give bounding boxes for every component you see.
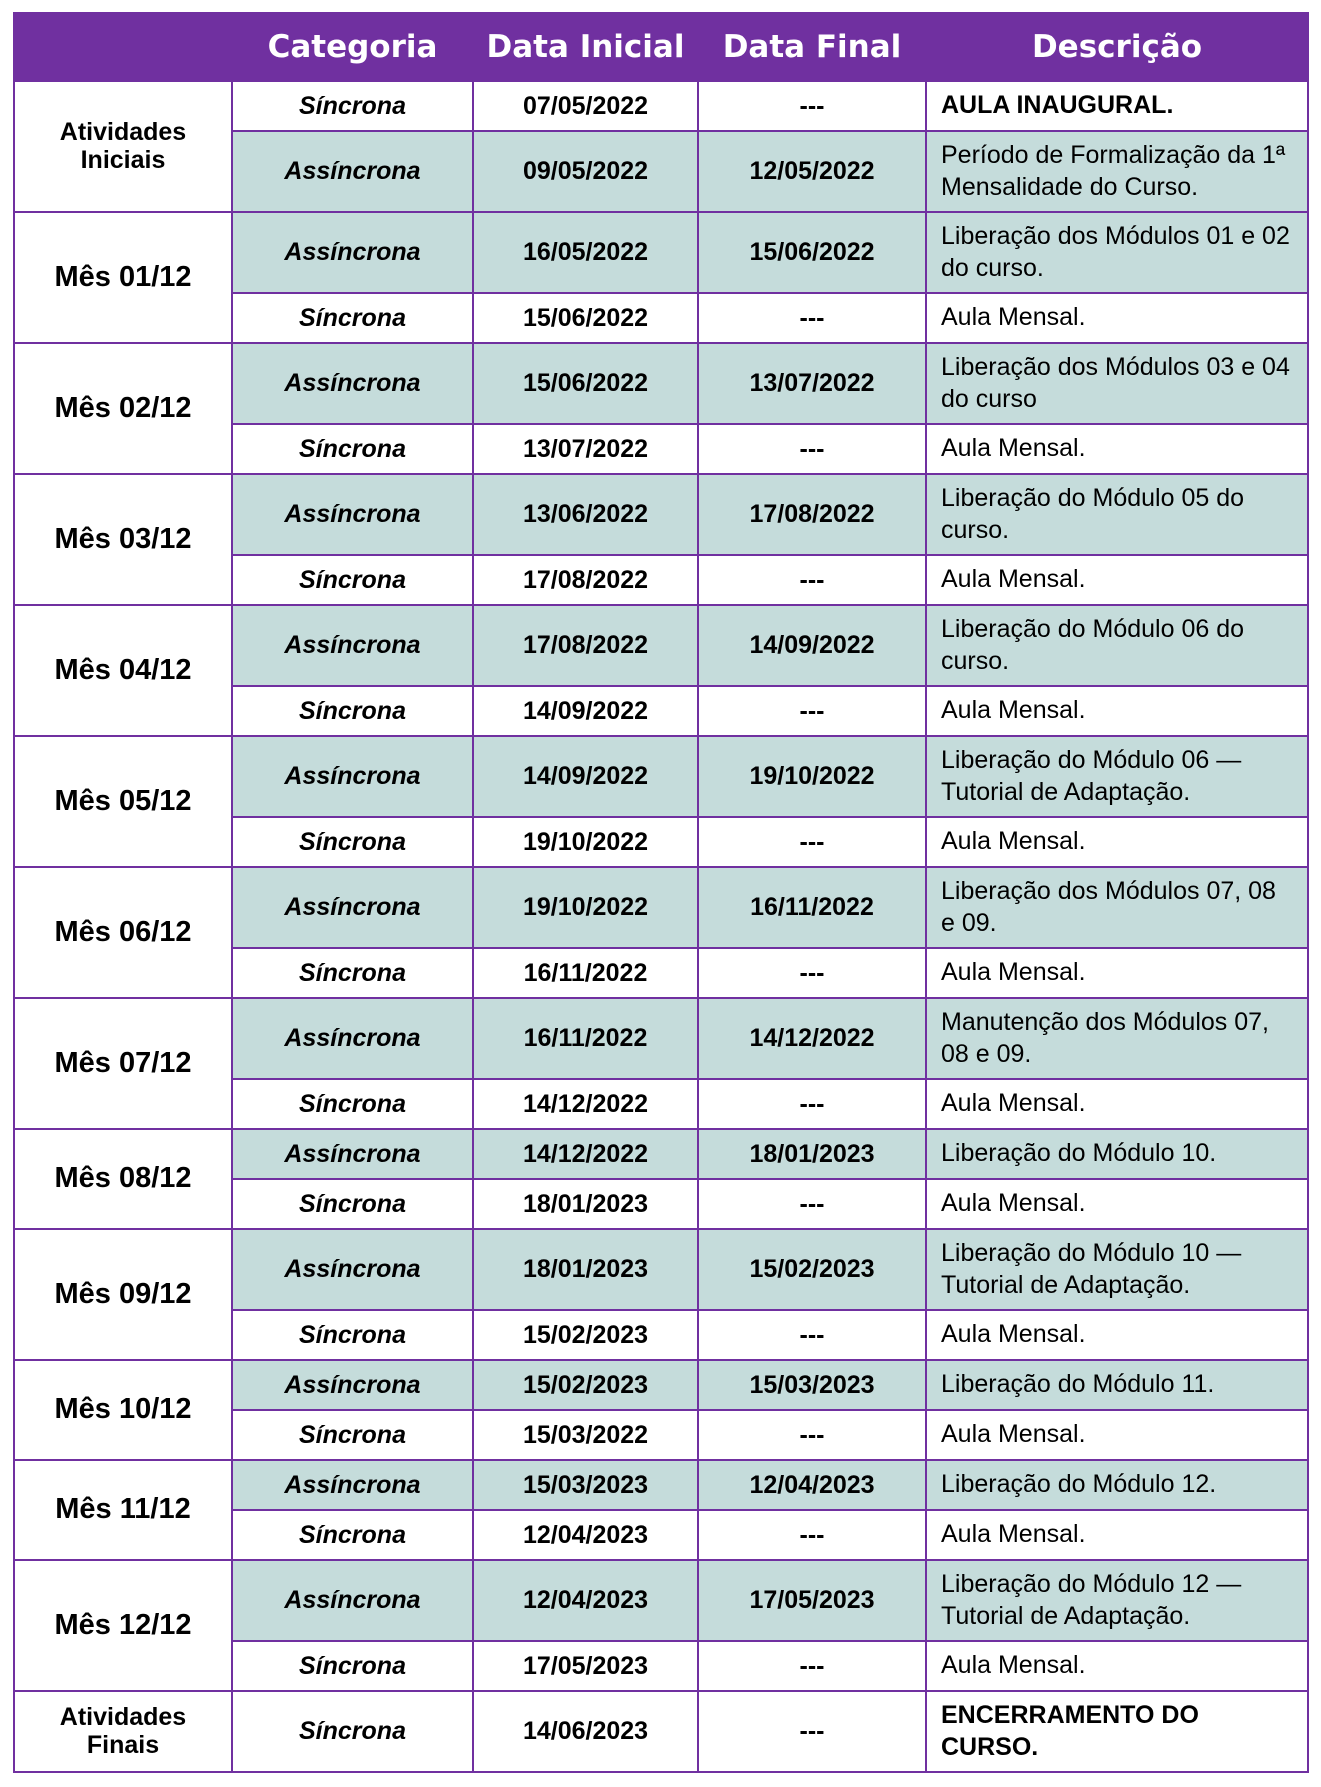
- table-row: [14, 1460, 1308, 1510]
- table-row: [14, 212, 1308, 293]
- end-date-cell: 15/03/2023: [698, 1360, 926, 1410]
- start-date-cell: 15/02/2023: [473, 1310, 698, 1360]
- period-cell: Mês 07/12: [14, 998, 232, 1129]
- category-cell: Síncrona: [232, 686, 473, 736]
- description-cell: Liberação dos Módulos 01 e 02 do curso.: [926, 212, 1308, 293]
- end-date-cell: ---: [698, 424, 926, 474]
- end-date-cell: 19/10/2022: [698, 736, 926, 817]
- table-row: [14, 343, 1308, 424]
- category-cell: Assíncrona: [232, 1560, 473, 1641]
- start-date-cell: 13/07/2022: [473, 424, 698, 474]
- period-cell: Mês 09/12: [14, 1229, 232, 1360]
- end-date-cell: 17/05/2023: [698, 1560, 926, 1641]
- description-cell: Liberação do Módulo 11.: [926, 1360, 1308, 1410]
- end-date-cell: 12/05/2022: [698, 131, 926, 212]
- category-cell: Assíncrona: [232, 131, 473, 212]
- category-cell: Assíncrona: [232, 343, 473, 424]
- start-date-cell: 14/12/2022: [473, 1079, 698, 1129]
- category-cell: Assíncrona: [232, 212, 473, 293]
- description-cell: Liberação do Módulo 06 — Tutorial de Adaptação.: [926, 736, 1308, 817]
- table-row: [14, 1229, 1308, 1310]
- end-date-cell: 16/11/2022: [698, 867, 926, 948]
- period-cell: Mês 03/12: [14, 474, 232, 605]
- end-date-cell: ---: [698, 555, 926, 605]
- description-cell: Aula Mensal.: [926, 1510, 1308, 1560]
- description-cell: Liberação do Módulo 12.: [926, 1460, 1308, 1510]
- description-cell: Aula Mensal.: [926, 1310, 1308, 1360]
- end-date-cell: 18/01/2023: [698, 1129, 926, 1179]
- end-date-cell: 15/02/2023: [698, 1229, 926, 1310]
- description-cell: Liberação do Módulo 10.: [926, 1129, 1308, 1179]
- table-row: [14, 1129, 1308, 1179]
- start-date-cell: 12/04/2023: [473, 1510, 698, 1560]
- description-cell: Liberação do Módulo 06 do curso.: [926, 605, 1308, 686]
- category-cell: Síncrona: [232, 555, 473, 605]
- start-date-cell: 15/02/2023: [473, 1360, 698, 1410]
- description-cell: Liberação dos Módulos 07, 08 e 09.: [926, 867, 1308, 948]
- start-date-cell: 15/03/2023: [473, 1460, 698, 1510]
- description-cell: Período de Formalização da 1ª Mensalidade do Curso.: [926, 131, 1308, 212]
- period-cell: Mês 01/12: [14, 212, 232, 343]
- start-date-cell: 19/10/2022: [473, 867, 698, 948]
- category-cell: Síncrona: [232, 1410, 473, 1460]
- schedule-table: [13, 12, 1309, 1773]
- end-date-cell: ---: [698, 1410, 926, 1460]
- end-date-cell: 17/08/2022: [698, 474, 926, 555]
- description-cell: ENCERRAMENTO DO CURSO.: [926, 1691, 1308, 1772]
- start-date-cell: 18/01/2023: [473, 1179, 698, 1229]
- category-cell: Assíncrona: [232, 605, 473, 686]
- period-cell: Atividades Finais: [14, 1691, 232, 1772]
- start-date-cell: 14/12/2022: [473, 1129, 698, 1179]
- end-date-cell: ---: [698, 948, 926, 998]
- category-cell: Síncrona: [232, 293, 473, 343]
- category-cell: Síncrona: [232, 817, 473, 867]
- period-cell: Atividades Iniciais: [14, 81, 232, 212]
- category-cell: Síncrona: [232, 1510, 473, 1560]
- end-date-cell: 13/07/2022: [698, 343, 926, 424]
- table-row: [14, 1360, 1308, 1410]
- description-cell: Aula Mensal.: [926, 1079, 1308, 1129]
- description-cell: Aula Mensal.: [926, 555, 1308, 605]
- start-date-cell: 14/09/2022: [473, 736, 698, 817]
- end-date-cell: ---: [698, 1641, 926, 1691]
- table-row: [14, 1691, 1308, 1772]
- header-period: [14, 13, 232, 81]
- category-cell: Síncrona: [232, 1641, 473, 1691]
- description-cell: Liberação do Módulo 05 do curso.: [926, 474, 1308, 555]
- period-cell: Mês 05/12: [14, 736, 232, 867]
- start-date-cell: 16/05/2022: [473, 212, 698, 293]
- description-cell: Aula Mensal.: [926, 1641, 1308, 1691]
- description-cell: Aula Mensal.: [926, 1410, 1308, 1460]
- period-cell: Mês 11/12: [14, 1460, 232, 1560]
- category-cell: Assíncrona: [232, 998, 473, 1079]
- table-row: [14, 998, 1308, 1079]
- period-cell: Mês 10/12: [14, 1360, 232, 1460]
- description-cell: Manutenção dos Módulos 07, 08 e 09.: [926, 998, 1308, 1079]
- description-cell: Aula Mensal.: [926, 948, 1308, 998]
- end-date-cell: 15/06/2022: [698, 212, 926, 293]
- description-cell: Aula Mensal.: [926, 686, 1308, 736]
- end-date-cell: 14/09/2022: [698, 605, 926, 686]
- end-date-cell: 14/12/2022: [698, 998, 926, 1079]
- category-cell: Assíncrona: [232, 1360, 473, 1410]
- description-cell: Liberação do Módulo 12 — Tutorial de Adaptação.: [926, 1560, 1308, 1641]
- category-cell: Assíncrona: [232, 867, 473, 948]
- table-row: [14, 81, 1308, 131]
- category-cell: Assíncrona: [232, 1460, 473, 1510]
- end-date-cell: ---: [698, 81, 926, 131]
- header-description: Descrição: [926, 13, 1308, 81]
- start-date-cell: 15/03/2022: [473, 1410, 698, 1460]
- description-cell: Liberação do Módulo 10 — Tutorial de Adaptação.: [926, 1229, 1308, 1310]
- start-date-cell: 13/06/2022: [473, 474, 698, 555]
- category-cell: Síncrona: [232, 1079, 473, 1129]
- end-date-cell: ---: [698, 817, 926, 867]
- start-date-cell: 14/09/2022: [473, 686, 698, 736]
- description-cell: Liberação dos Módulos 03 e 04 do curso: [926, 343, 1308, 424]
- header-end-date: Data Final: [698, 13, 926, 81]
- end-date-cell: ---: [698, 293, 926, 343]
- description-cell: Aula Mensal.: [926, 1179, 1308, 1229]
- category-cell: Síncrona: [232, 1179, 473, 1229]
- category-cell: Síncrona: [232, 948, 473, 998]
- category-cell: Assíncrona: [232, 1229, 473, 1310]
- end-date-cell: ---: [698, 1310, 926, 1360]
- category-cell: Assíncrona: [232, 1129, 473, 1179]
- table-row: [14, 605, 1308, 686]
- description-cell: Aula Mensal.: [926, 817, 1308, 867]
- start-date-cell: 17/08/2022: [473, 605, 698, 686]
- category-cell: Síncrona: [232, 1310, 473, 1360]
- period-cell: Mês 06/12: [14, 867, 232, 998]
- start-date-cell: 07/05/2022: [473, 81, 698, 131]
- category-cell: Síncrona: [232, 424, 473, 474]
- end-date-cell: 12/04/2023: [698, 1460, 926, 1510]
- start-date-cell: 17/05/2023: [473, 1641, 698, 1691]
- start-date-cell: 16/11/2022: [473, 948, 698, 998]
- description-cell: AULA INAUGURAL.: [926, 81, 1308, 131]
- header-category: Categoria: [232, 13, 473, 81]
- table-row: [14, 867, 1308, 948]
- end-date-cell: ---: [698, 1179, 926, 1229]
- end-date-cell: ---: [698, 1079, 926, 1129]
- start-date-cell: 09/05/2022: [473, 131, 698, 212]
- header-row: [14, 13, 1308, 81]
- table-row: [14, 736, 1308, 817]
- description-cell: Aula Mensal.: [926, 424, 1308, 474]
- schedule-body: [14, 81, 1308, 1772]
- period-cell: Mês 08/12: [14, 1129, 232, 1229]
- category-cell: Síncrona: [232, 1691, 473, 1772]
- period-cell: Mês 12/12: [14, 1560, 232, 1691]
- description-cell: Aula Mensal.: [926, 293, 1308, 343]
- table-row: [14, 1560, 1308, 1641]
- end-date-cell: ---: [698, 1691, 926, 1772]
- start-date-cell: 18/01/2023: [473, 1229, 698, 1310]
- end-date-cell: ---: [698, 686, 926, 736]
- category-cell: Assíncrona: [232, 474, 473, 555]
- start-date-cell: 12/04/2023: [473, 1560, 698, 1641]
- header-start-date: Data Inicial: [473, 13, 698, 81]
- start-date-cell: 15/06/2022: [473, 343, 698, 424]
- start-date-cell: 19/10/2022: [473, 817, 698, 867]
- table-row: [14, 474, 1308, 555]
- period-cell: Mês 04/12: [14, 605, 232, 736]
- period-cell: Mês 02/12: [14, 343, 232, 474]
- start-date-cell: 16/11/2022: [473, 998, 698, 1079]
- category-cell: Síncrona: [232, 81, 473, 131]
- start-date-cell: 17/08/2022: [473, 555, 698, 605]
- end-date-cell: ---: [698, 1510, 926, 1560]
- start-date-cell: 14/06/2023: [473, 1691, 698, 1772]
- start-date-cell: 15/06/2022: [473, 293, 698, 343]
- category-cell: Assíncrona: [232, 736, 473, 817]
